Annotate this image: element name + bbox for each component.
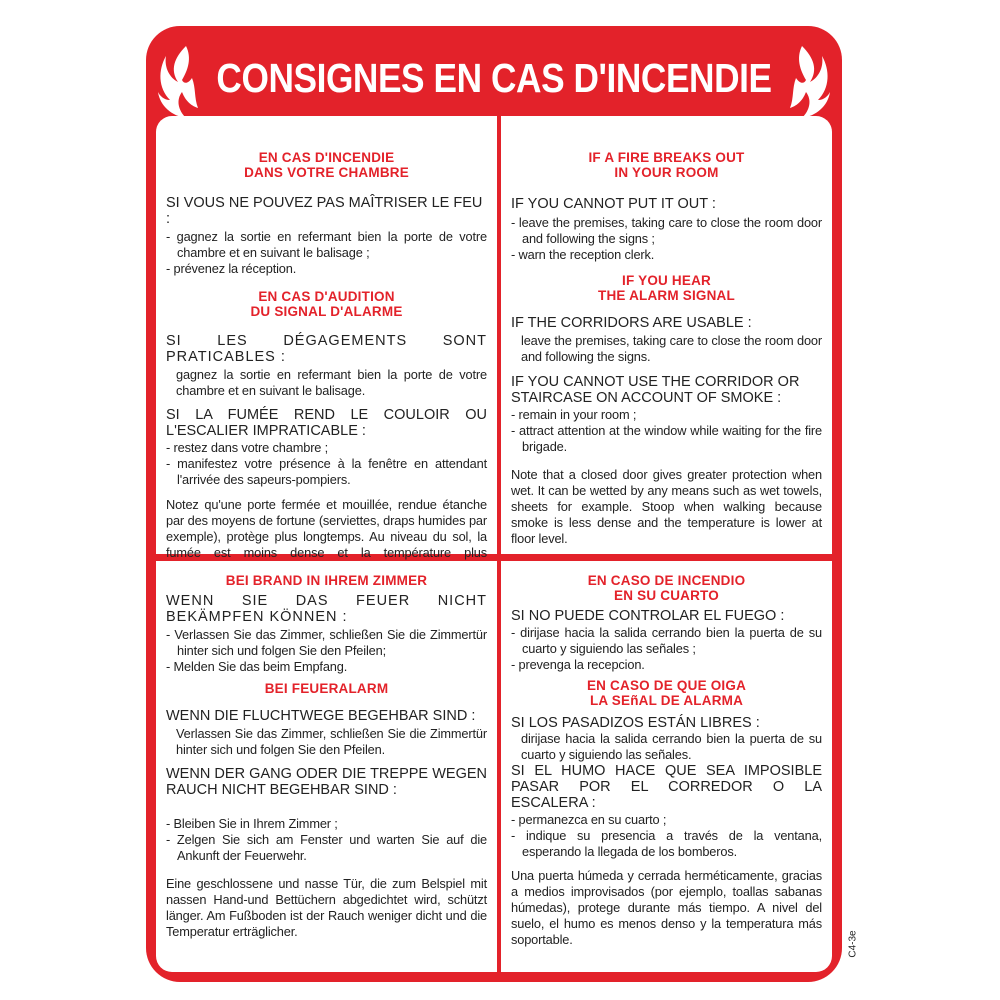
heading-line: DANS VOTRE CHAMBRE	[244, 165, 409, 180]
spanish-panel	[501, 561, 832, 972]
spanish-heading-fire	[511, 573, 822, 603]
english-note: Note that a closed door gives greater protection when wet. It can be wetted by any means such as wet towels, sheets for example. Stoop when walking because smoke is less dense and the temperature is lower at floor level.	[511, 467, 822, 546]
list-item: - Bleiben Sie in Ihrem Zimmer ;	[166, 816, 338, 831]
list-item: - leave the premises, taking care to close the room door and following the signs ;	[511, 215, 822, 246]
spanish-note: Una puerta húmeda y cerrada herméticamente, gracias a medios improvisados (por ejemplo, toallas sabanas húmedas), protege durante más tiempo. A nivel del suelo, el humo es menos denso y la temperatura más soportable.	[511, 868, 822, 947]
list-item: - permanezca en su cuarto ;	[511, 812, 667, 827]
heading-line: DU SIGNAL D'ALARME	[250, 304, 403, 319]
list-item: - Zelgen Sie sich am Fenster und warten Sie auf die Ankunft der Feuerwehr.	[166, 832, 487, 863]
heading-line: EN CASO DE QUE OIGA	[586, 678, 747, 693]
german-subheading-cannot-fight: WENN SIE DAS FEUER NICHT BEKÄMPFEN KÖNNEN :	[166, 593, 487, 625]
french-subheading-smoke: SI LA FUMÉE REND LE COULOIR OU L'ESCALIER IMPRATICABLE :	[166, 407, 487, 439]
list-item: - Melden Sie das beim Empfang.	[166, 659, 348, 674]
list-item: - remain in your room ;	[511, 407, 637, 422]
flame-icon	[156, 44, 200, 120]
german-heading-fire: BEI BRAND IN IHREM ZIMMER	[225, 573, 428, 588]
heading-line: LA SEñAL DE ALARMA	[589, 693, 744, 708]
heading-line: EN CASO DE INCENDIO	[587, 573, 746, 588]
english-subheading-cannot-put-out: IF YOU CANNOT PUT IT OUT :	[511, 196, 716, 212]
heading-line: IF YOU HEAR	[622, 273, 711, 288]
english-heading-fire	[511, 150, 822, 180]
list-item: - restez dans votre chambre ;	[166, 440, 329, 455]
heading-line: EN SU CUARTO	[614, 588, 719, 603]
list-item: - prevenga la recepcion.	[511, 657, 645, 672]
list-item: - gagnez la sortie en refermant bien la porte de votre chambre et en suivant le balisage ;	[166, 229, 487, 260]
french-subheading-exits-usable: SI LES DÉGAGEMENTS SONT PRATICABLES :	[166, 333, 487, 365]
english-panel	[501, 116, 832, 554]
spanish-heading-alarm	[511, 678, 822, 708]
french-heading-fire	[166, 150, 487, 180]
heading-line: EN CAS D'AUDITION	[258, 289, 395, 304]
fire-safety-sign	[146, 26, 842, 982]
list-item: - warn the reception clerk.	[511, 247, 655, 262]
list-item: - dirijase hacia la salida cerrando bien la puerta de su cuarto y siguiendo las señales ;	[511, 625, 822, 656]
spanish-subheading-smoke: SI EL HUMO HACE QUE SEA IMPOSIBLE PASAR POR EL CORREDOR O LA ESCALERA :	[511, 763, 822, 811]
german-subheading-smoke: WENN DER GANG ODER DIE TREPPE WEGEN RAUCH NICHT BEGEHBAR SIND :	[166, 766, 487, 798]
heading-line: IN YOUR ROOM	[614, 165, 719, 180]
list-item: - prévenez la réception.	[166, 261, 297, 276]
sign-title: CONSIGNES EN CAS D'INCENDIE	[216, 55, 772, 101]
sign-code-text: C4-3e	[847, 930, 859, 958]
english-subheading-corridors-usable: IF THE CORRIDORS ARE USABLE :	[511, 315, 752, 331]
heading-line: EN CAS D'INCENDIE	[258, 150, 395, 165]
sign-code	[846, 924, 860, 964]
german-escape-text: Verlassen Sie das Zimmer, schließen Sie die Zimmertür hinter sich und folgen Sie den Pfeilen.	[176, 726, 487, 757]
list-item: - indique su presencia a través de la ventana, esperando la llegada de los bomberos.	[511, 828, 822, 859]
german-panel	[156, 561, 497, 972]
list-item: - manifestez votre présence à la fenêtre en attendant l'arrivée des sapeurs-pompiers.	[166, 456, 487, 487]
english-corridors-text: leave the premises, taking care to close the room door and following the signs.	[521, 333, 822, 364]
spanish-subheading-passages-free: SI LOS PASADIZOS ESTÁN LIBRES :	[511, 715, 760, 731]
list-item: - Verlassen Sie das Zimmer, schließen Sie die Zimmertür hinter sich und folgen Sie den Pfeilen;	[166, 627, 487, 658]
french-exits-text: gagnez la sortie en refermant bien la porte de votre chambre et en suivant le balisage.	[176, 367, 487, 398]
heading-line: THE ALARM SIGNAL	[598, 288, 735, 303]
german-note: Eine geschlossene und nasse Tür, die zum Belspiel mit nassen Hand-und Bettüchern abgedichtet wird, schützt länger. Am Fußboden ist der Rauch weniger dicht und die Temperatur erträglicher.	[166, 876, 487, 939]
french-note: Notez qu'une porte fermée et mouillée, rendue étanche par des moyens de fortune (serviettes, draps humides par exemple), protège plus longtemps. Au niveau du sol, la fumée est moins dense et la température plus	[166, 497, 487, 560]
german-subheading-escape-routes: WENN DIE FLUCHTWEGE BEGEHBAR SIND :	[166, 708, 476, 724]
spanish-passages-text: dirijase hacia la salida cerrando bien la puerta de su cuarto y siguiendo las señales.	[521, 731, 822, 762]
english-subheading-smoke: IF YOU CANNOT USE THE CORRIDOR OR STAIRCASE ON ACCOUNT OF SMOKE :	[511, 374, 800, 406]
french-panel	[156, 116, 497, 560]
spanish-subheading-cannot-control: SI NO PUEDE CONTROLAR EL FUEGO :	[511, 608, 785, 624]
english-heading-alarm	[511, 273, 822, 303]
flame-icon	[788, 44, 832, 120]
french-heading-alarm	[166, 289, 487, 319]
german-heading-alarm: BEI FEUERALARM	[264, 681, 389, 696]
french-subheading-cannot-control: SI VOUS NE POUVEZ PAS MAÎTRISER LE FEU :	[166, 195, 483, 227]
heading-line: IF A FIRE BREAKS OUT	[588, 150, 745, 165]
list-item: - attract attention at the window while waiting for the fire brigade.	[511, 423, 822, 454]
